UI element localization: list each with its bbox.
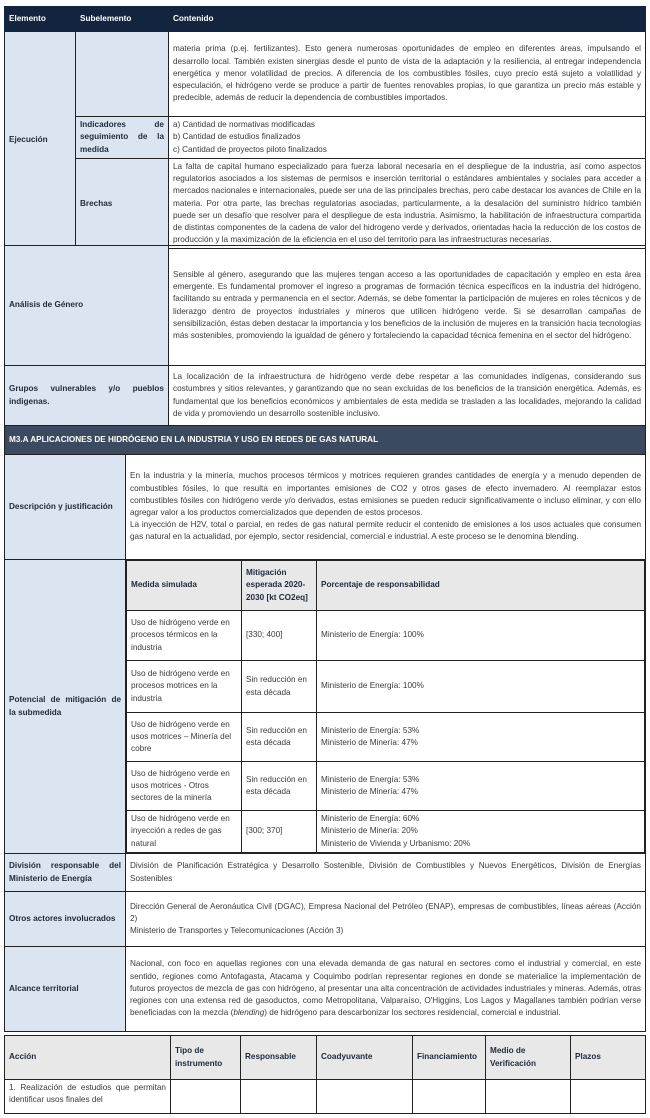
genero-text: Sensible al género, asegurando que las mujeres tengan acceso a las oportunidades de capacitación y empleo en esta área emergente. Es fundamental promover el ingreso a programas de formación técnica específicos en la industria del hidrógeno, facilitando su entrada y permanencia en el sector. Además, se debe fomentar la participación de mujeres en roles técnicos y de liderazgo dentro de proyectos industriales y mineros que utilicen hidrógeno verde. Si se desarrollan campañas de sensibilización, éstas deben destacar la importancia y los beneficios de la inclusión de mujeres en la transición hacia tecnologías más sostenibles, promoviendo la igualdad de género y fortaleciendo la capacidad técnica femenina en el sector del hidrógeno. bbox=[169, 246, 646, 366]
header-responsable: Responsable bbox=[241, 1036, 317, 1080]
header-financiamiento: Financiamiento bbox=[413, 1036, 486, 1080]
indicador-item: c) Cantidad de proyectos piloto finalizados bbox=[173, 144, 327, 154]
responsabilidad bbox=[317, 661, 645, 713]
ejecucion-continued-text: materia prima (p.ej. fertilizantes). Esto genera numerosas oportunidades de empleo en diferentes áreas, impulsando el desarrollo local. También existen sinergias desde el punto de vista de la adaptación y la resiliencia, al entregar independencia energética y menor volatilidad de precios. A diferencia de los combustibles fósiles, cuyo precio está sujeto a volatilidad y especulación, el hidrógeno verde se produce a partir de fuentes renovables propias, lo que garantiza un precio más estable y predecible, además de reducir la dependencia de combustibles importados. bbox=[169, 32, 646, 117]
division-label: División responsable del Ministerio de Energía bbox=[5, 854, 126, 892]
table-row bbox=[5, 854, 646, 892]
ejecucion-label: Ejecución bbox=[5, 32, 76, 249]
empty-cell bbox=[241, 1080, 317, 1114]
empty-cell bbox=[317, 1080, 413, 1114]
mitigacion-value: Sin reducción en esta década bbox=[242, 661, 317, 713]
potencial-label: Potencial de mitigación de la submedida bbox=[5, 560, 126, 854]
resp-line: Ministerio de Energía: 60% bbox=[321, 814, 420, 824]
otros-label: Otros actores involucrados bbox=[5, 892, 126, 947]
resp-line: Ministerio de Energía: 100% bbox=[321, 630, 424, 640]
alcance-part: ) de hidrógeno para descarbonizar los sectores residencial, comercial e industrial. bbox=[264, 1008, 561, 1018]
measure-table-middle bbox=[4, 245, 646, 426]
header-coadyuvante: Coadyuvante bbox=[317, 1036, 413, 1080]
actions-header-row bbox=[5, 1036, 646, 1080]
mitigation-row bbox=[127, 713, 645, 762]
table-header-row bbox=[5, 7, 646, 32]
otros-line: Ministerio de Transportes y Telecomunicaciones (Acción 3) bbox=[130, 926, 344, 936]
brechas-text: La falta de capital humano especializado para fuerza laboral necesaria en el despliegue de la industria, así como aspectos regulatorios asociados a los sistemas de permisos e inserción territorial o estándares ambientales y sociales para acceder a mercados nacionales e internacionales, puede ser una de las principales brechas, pero cabe destacar los avances de Chile en la materia. Por otra parte, las brechas regulatorias asociadas, particularmente, a la desalación del suministro hídrico también puede ser un desafío que resolver para el despliegue de esta industria. Asimismo, la habilitación de infraestructura compartida de distintas componentes de la cadena de valor del hidrogeno verde y derivados, orientadas hacia la reducción de los costos de producción y la maximización de la eficiencia en el uso del territorio para las infraestructuras necesarias. bbox=[169, 159, 646, 249]
mitigation-header-row bbox=[127, 561, 645, 611]
resp-line: Ministerio de Energía: 100% bbox=[321, 681, 424, 691]
subelement-continued bbox=[76, 32, 169, 117]
descripcion-p2: La inyección de H2V, total o parcial, en redes de gas natural permite reducir el contenido de emisiones a los usos actuales que consumen gas natural en la actualidad, por ejemplo, sector residencial, comercial e industrial. A este proceso se le denomina blending. bbox=[130, 520, 641, 542]
submeasure-table bbox=[4, 425, 646, 1032]
descripcion-label: Descripción y justificación bbox=[5, 455, 126, 560]
actions-table bbox=[4, 1035, 646, 1114]
mitigation-row bbox=[127, 661, 645, 713]
medida-simulada: Uso de hidrógeno verde en usos motrices - Otros sectores de la minería bbox=[127, 762, 242, 811]
resp-line: Ministerio de Energía: 53% bbox=[321, 774, 420, 784]
responsabilidad bbox=[317, 811, 645, 853]
header-medio: Medio de Verificación bbox=[486, 1036, 571, 1080]
responsabilidad bbox=[317, 762, 645, 811]
mitigation-row bbox=[127, 611, 645, 661]
table-row bbox=[5, 246, 646, 366]
medida-simulada: Uso de hidrógeno verde en usos motrices – Minería del cobre bbox=[127, 713, 242, 762]
division-text: División de Planificación Estratégica y Desarrollo Sostenible, División de Combustibles y Nuevos Energéticos, División de Energías Sostenibles bbox=[126, 854, 646, 892]
responsabilidad bbox=[317, 713, 645, 762]
resp-line: Ministerio de Energía: 53% bbox=[321, 725, 420, 735]
grupos-label: Grupos vulnerables y/o pueblos indigenas. bbox=[5, 366, 169, 426]
indicadores-label: Indicadores de seguimiento de la medida bbox=[76, 117, 169, 159]
table-row bbox=[5, 947, 646, 1032]
medida-simulada: Uso de hidrógeno verde en inyección a redes de gas natural bbox=[127, 811, 242, 853]
table-row bbox=[5, 455, 646, 560]
indicador-item: a) Cantidad de normativas modificadas bbox=[173, 120, 315, 130]
table-row bbox=[5, 892, 646, 947]
resp-line: Ministerio de Vivienda y Urbanismo: 20% bbox=[321, 838, 471, 848]
alcance-label: Alcance territorial bbox=[5, 947, 126, 1032]
mitigation-table bbox=[126, 560, 645, 853]
header-contenido: Contenido bbox=[169, 7, 646, 32]
header-subelemento: Subelemento bbox=[76, 7, 169, 32]
accion-text: 1. Realización de estudios que permitan identificar usos finales del bbox=[5, 1080, 171, 1114]
table-row bbox=[5, 560, 646, 854]
action-row bbox=[5, 1080, 646, 1114]
grupos-text: La localización de la infraestructura de hidrógeno verde debe respetar a las comunidades indígenas, considerando sus costumbres y sitios relevantes, y garantizando que no sean excluidas de los beneficios de la transición energética. Además, es fundamental que los beneficios económicos y ambientales de esta medida se trasladen a las localidades, mejorando la calidad de vida y promoviendo un desarrollo sostenible inclusivo. bbox=[169, 366, 646, 426]
mitigacion-value: [330; 400] bbox=[242, 611, 317, 661]
resp-line: Ministerio de Minería: 20% bbox=[321, 826, 418, 836]
mitigacion-value: [300; 370] bbox=[242, 811, 317, 853]
header-accion: Acción bbox=[5, 1036, 171, 1080]
empty-cell bbox=[571, 1080, 646, 1114]
section-header-row bbox=[5, 426, 646, 455]
indicadores-list bbox=[169, 117, 646, 159]
measure-table-top bbox=[4, 6, 646, 249]
alcance-emphasis: blending bbox=[233, 1008, 265, 1018]
medida-simulada: Uso de hidrógeno verde en procesos motrices en la industria bbox=[127, 661, 242, 713]
alcance-text bbox=[126, 947, 646, 1032]
header-plazos: Plazos bbox=[571, 1036, 646, 1080]
empty-cell bbox=[171, 1080, 241, 1114]
otros-text bbox=[126, 892, 646, 947]
mitigacion-value: Sin reducción en esta década bbox=[242, 762, 317, 811]
table-row bbox=[5, 366, 646, 426]
descripcion-text bbox=[126, 455, 646, 560]
table-row bbox=[5, 159, 646, 249]
mitigacion-value: Sin reducción en esta década bbox=[242, 713, 317, 762]
empty-cell bbox=[413, 1080, 486, 1114]
responsabilidad bbox=[317, 611, 645, 661]
header-elemento: Elemento bbox=[5, 7, 76, 32]
mitigation-header: Medida simulada bbox=[127, 561, 242, 611]
otros-line: Dirección General de Aeronáutica Civil (DGAC), Empresa Nacional del Petróleo (ENAP), empresas de combustibles, líneas aéreas (Acción 2) bbox=[130, 901, 641, 923]
potencial-cell bbox=[126, 560, 646, 854]
brechas-label: Brechas bbox=[76, 159, 169, 249]
mitigation-header: Mitigación esperada 2020-2030 [kt CO2eq] bbox=[242, 561, 317, 611]
table-row bbox=[5, 32, 646, 117]
mitigation-row bbox=[127, 762, 645, 811]
alcance-part: Nacional, con foco en aquellas regiones con una elevada demanda de gas natural en sectores como el industrial y comercial, en este sentido, regiones como Antofagasta, Atacama y Coquimbo podrían representar regiones en donde se materialice la implementación de futuros proyectos de mezcla de gas con hidrógeno, al presentar una alta concentración de actividades industriales y mineras. Además, otras regiones con una extensa red de gasoductos, como Metropolitana, Valparaíso, O'Higgins, Los Lagos y Magallanes también podrían verse beneficiadas con la mezcla ( bbox=[130, 959, 641, 1018]
medida-simulada: Uso de hidrógeno verde en procesos térmicos en la industria bbox=[127, 611, 242, 661]
descripcion-p1: En la industria y la minería, muchos procesos térmicos y motrices requieren grandes cantidades de energía y a menudo dependen de combustibles fósiles, lo que resulta en importantes emisiones de CO2 y otros gases de efecto invernadero. Al reemplazar estos combustibles fósiles con hidrógeno verde y/o derivados, estas emisiones se pueden reducir significativamente o incluso eliminar, y con ello agregar valor a los productos comercializados que dependen de estos procesos. bbox=[130, 471, 641, 517]
table-row bbox=[5, 117, 646, 159]
mitigation-row bbox=[127, 811, 645, 853]
header-tipo: Tipo de instrumento bbox=[171, 1036, 241, 1080]
empty-cell bbox=[486, 1080, 571, 1114]
resp-line: Ministerio de Minería: 47% bbox=[321, 787, 418, 796]
section-title: M3.A APLICACIONES DE HIDRÓGENO EN LA INDUSTRIA Y USO EN REDES DE GAS NATURAL bbox=[5, 426, 646, 455]
mitigation-header: Porcentaje de responsabilidad bbox=[317, 561, 645, 611]
genero-label: Análisis de Género bbox=[5, 246, 169, 366]
indicador-item: b) Cantidad de estudios finalizados bbox=[173, 132, 301, 142]
resp-line: Ministerio de Minería: 47% bbox=[321, 738, 418, 747]
